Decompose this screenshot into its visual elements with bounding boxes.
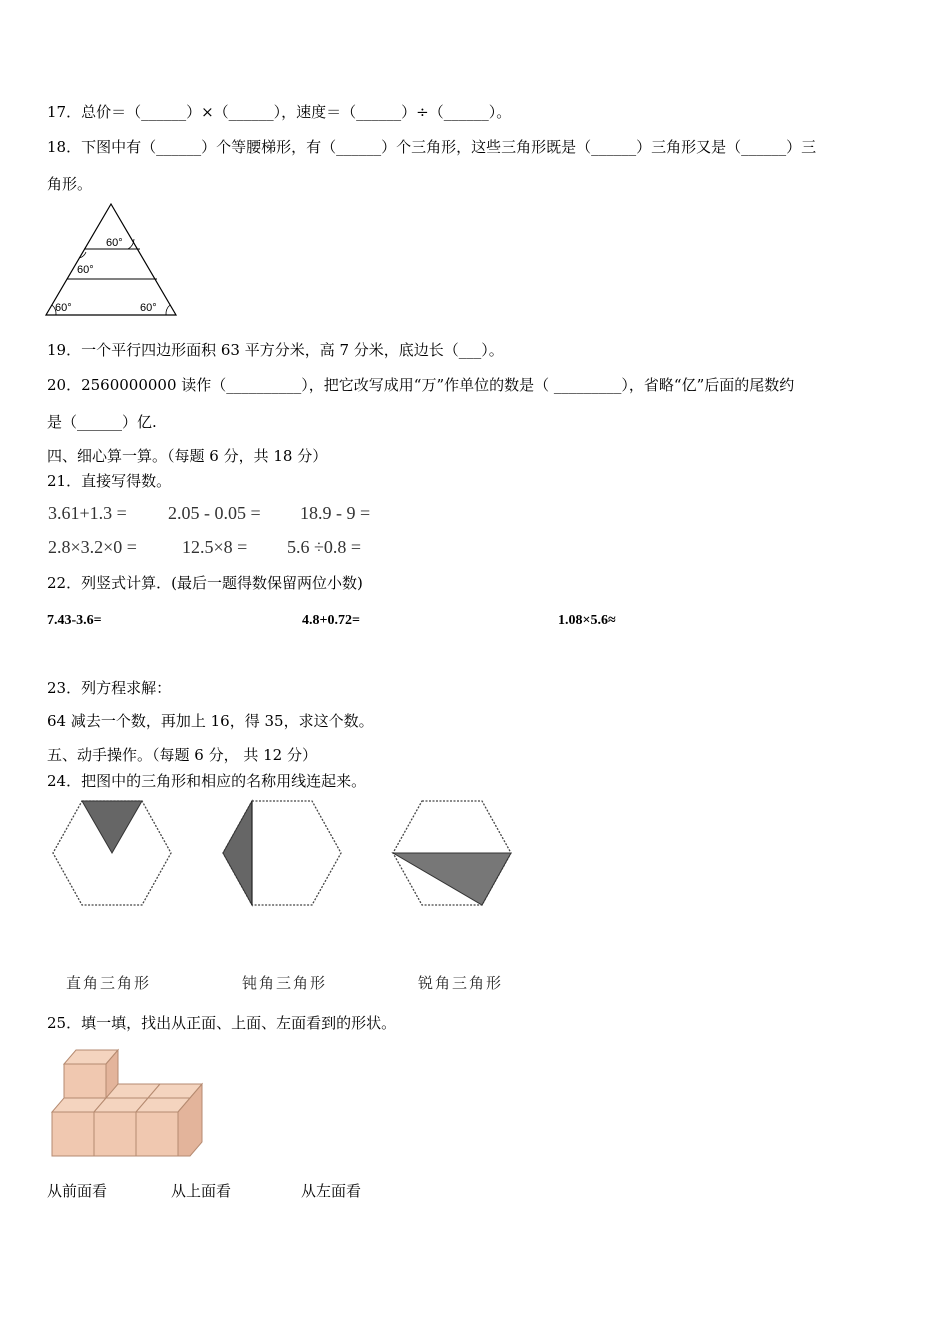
section4-title: 四、细心算一算。（每题 6 分，共 18 分）	[47, 447, 328, 465]
q22-title: 22．列竖式计算．(最后一题得数保留两位小数)	[47, 574, 363, 592]
angle-label-bottom-right: 60°	[140, 302, 157, 314]
q21-expr-5: 12.5×8 =	[182, 537, 248, 557]
name-acute-triangle: 锐角三角形	[418, 974, 504, 992]
q25-title: 25．填一填，找出从正面、上面、左面看到的形状。	[47, 1014, 397, 1032]
angle-label-mid: 60°	[77, 264, 94, 276]
q19-text: 19．一个平行四边形面积 63 平方分米，高 7 分米，底边长（___）。	[47, 341, 504, 359]
angle-label-bottom-left: 60°	[55, 302, 72, 314]
q17-text: 17．总价＝（______）×（______），速度＝（______）÷（______）。	[47, 103, 512, 121]
q23-text: 64 减去一个数，再加上 16，得 35，求这个数。	[47, 712, 374, 730]
name-right-triangle: 直角三角形	[66, 974, 152, 992]
q18-text-line2: 角形。	[47, 175, 93, 193]
q18-text-line1: 18．下图中有（______）个等腰梯形，有（______）个三角形，这些三角形既是（______）三角形又是（______）三	[47, 138, 817, 156]
hexagon-obtuse-triangle	[220, 798, 344, 910]
q21-expr-3: 18.9 - 9 =	[300, 503, 371, 523]
triangle-figure	[44, 202, 180, 318]
section5-title: 五、动手操作。（每题 6 分， 共 12 分）	[47, 746, 317, 764]
q21-title: 21．直接写得数。	[47, 472, 172, 490]
cube-stack-figure	[48, 1040, 208, 1160]
q22-item-3: 1.08×5.6≈	[558, 613, 616, 628]
q21-expr-1: 3.61+1.3 =	[48, 503, 127, 523]
q20-text-line1: 20．2560000000 读作（__________），把它改写成用“万”作单位的数是（ _________），省略“亿”后面的尾数约	[47, 376, 795, 394]
view-label-left: 从左面看	[301, 1182, 362, 1200]
q21-expr-2: 2.05 - 0.05 =	[168, 503, 261, 523]
q21-expr-6: 5.6 ÷0.8 =	[287, 537, 362, 557]
q23-title: 23．列方程求解：	[47, 679, 172, 697]
q20-text-line2: 是（______）亿.	[47, 413, 157, 431]
angle-label-top: 60°	[106, 237, 123, 249]
hexagon-right-triangle	[50, 798, 174, 910]
q22-item-2: 4.8+0.72=	[302, 613, 360, 628]
hexagon-acute-triangle	[390, 798, 514, 910]
name-obtuse-triangle: 钝角三角形	[242, 974, 328, 992]
view-label-front: 从前面看	[47, 1182, 108, 1200]
view-label-top: 从上面看	[171, 1182, 232, 1200]
q24-title: 24．把图中的三角形和相应的名称用线连起来。	[47, 772, 367, 790]
q22-item-1: 7.43-3.6=	[47, 613, 102, 628]
q21-expr-4: 2.8×3.2×0 =	[48, 537, 137, 557]
